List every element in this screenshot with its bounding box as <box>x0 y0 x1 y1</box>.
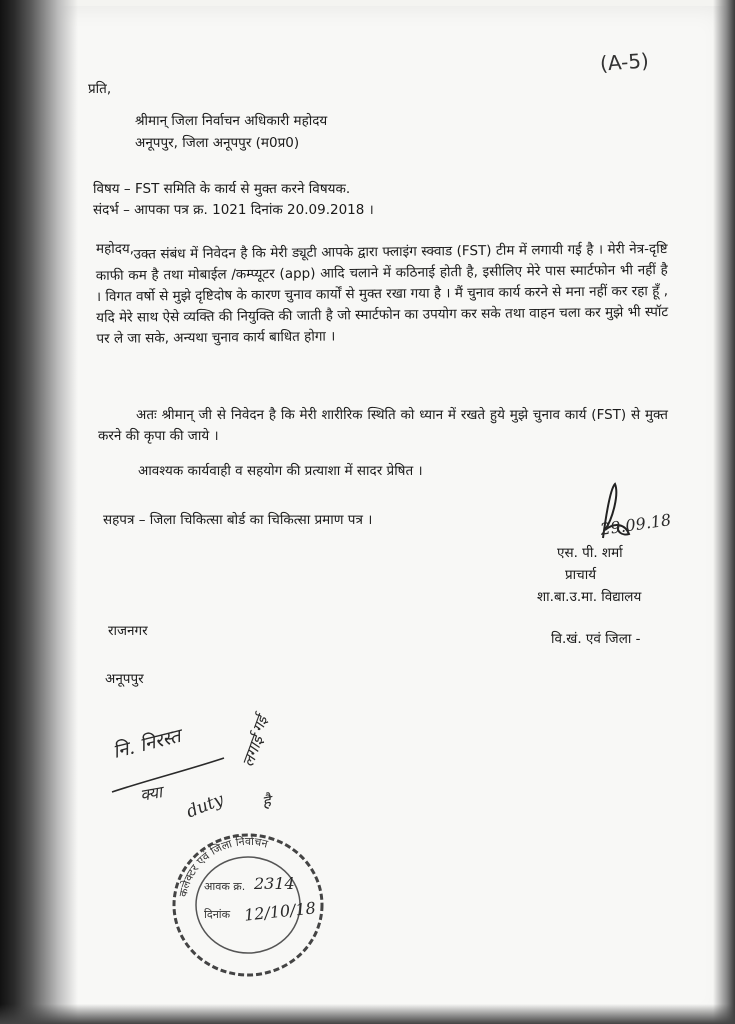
scan-shadow-right <box>713 0 735 1024</box>
recipient-line-2: अनूपपुर, जिला अनूपपुर (म0प्र0) <box>135 135 300 151</box>
reference-mark: (A-5) <box>599 48 650 76</box>
handwritten-note-3: duty <box>183 789 227 823</box>
recipient-line-1: श्रीमान् जिला निर्वाचन अधिकारी महोदय <box>135 113 328 129</box>
closing-line: आवश्यक कार्यवाही व सहयोग की प्रत्याशा में सादर प्रेषित । <box>138 463 423 479</box>
stamp-date: 12/10/18 <box>243 898 317 925</box>
stamp-date-label: दिनांक <box>204 908 231 921</box>
stamp-inward-number: 2314 <box>254 874 295 893</box>
handwritten-note-5: गई <box>248 713 272 735</box>
signatory-designation: प्राचार्य <box>565 567 597 583</box>
scan-shadow-left <box>0 0 78 1024</box>
inward-stamp <box>168 830 328 980</box>
handwritten-note-2: क्या <box>138 782 164 805</box>
body-paragraph-2: अतः श्रीमान् जी से निवेदन है कि मेरी शारीरिक स्थिति को ध्यान में रखते हुये मुझे चुनाव कार्य (FST) से मुक्त करने की कृपा की जाये । <box>98 407 668 444</box>
greeting: महोदय, <box>96 241 135 257</box>
signatory-name: एस. पी. शर्मा <box>557 545 623 561</box>
stamp-ring-text: कलेक्टर एवं जिला निर्वाचन <box>176 834 270 898</box>
handwritten-note-6: है <box>260 791 273 812</box>
body-paragraph-1: उक्त संबंध में निवेदन है कि मेरी ड्यूटी आपके द्वारा फ्लाइंग स्क्वाड (FST) टीम में लगायी गई है । मेरी नेत्र-दृष्टि काफी कम है तथा मोबाईल /कम्प्यूटर (app) आदि चलाने में कठिनाई होती है, इसीलिए मेरे पास स्मार्टफोन भी नहीं है । विगत वर्षो से मुझे दृष्टिदोष के कारण चुनाव कार्यों से मुक्त रखा गया है । मैं चुनाव कार्य करने से मना नहीं कर रहा हूँ , यदि मेरे साथ ऐसे व्यक्ति की नियुक्ति की जाती है जो स्मार्टफोन का उपयोग कर सके तथा वाहन चला कर मुझे भी स्पॉट पर ले जा सके, अन्यथा चुनाव कार्य बाधित होगा । <box>95 241 669 347</box>
salutation-to: प्रति, <box>88 81 112 97</box>
signatory-location-right: वि.खं. एवं जिला - <box>551 631 641 647</box>
subject-line: विषय – FST समिति के कार्य से मुक्त करने विषयक. <box>93 181 351 197</box>
handwritten-note-1: नि. निरस्त <box>110 724 183 763</box>
enclosure-line: सहपत्र – जिला चिकित्सा बोर्ड का चिकित्सा प्रमाण पत्र । <box>103 512 373 528</box>
signature-date: 29.09.18 <box>599 510 673 539</box>
stamp-inward-label: आवक क्र. <box>204 880 246 893</box>
location-left-1: राजनगर <box>108 623 148 639</box>
handwritten-note-4: लगाई <box>238 732 267 770</box>
scan-shadow-bottom <box>0 1004 735 1024</box>
location-left-2: अनूपपुर <box>105 671 144 687</box>
reference-line: संदर्भ – आपका पत्र क्र. 1021 दिनांक 20.09.2018 । <box>93 202 374 218</box>
handwritten-underline <box>108 748 228 798</box>
signatory-school: शा.बा.उ.मा. विद्यालय <box>537 589 642 605</box>
